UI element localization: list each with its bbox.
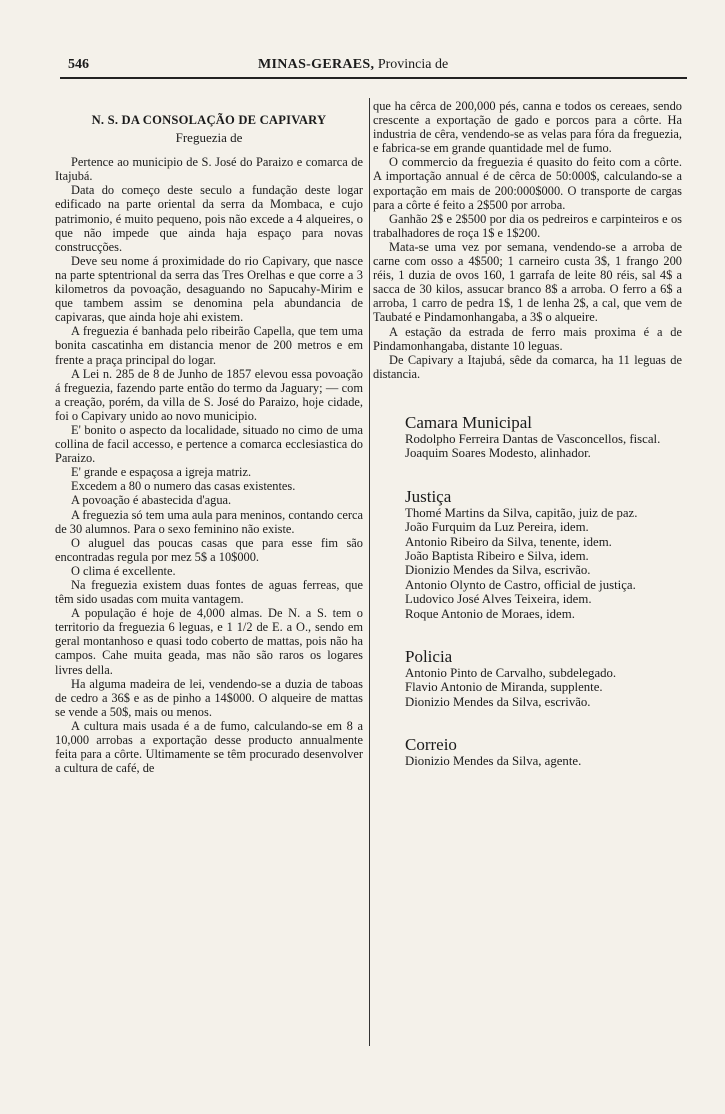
paragraph: Excedem a 80 o numero das casas existentes. (71, 479, 296, 494)
paragraph: Data do começo deste seculo a fundação deste logar edificado na parte oriental da serra da Mombaca, e cujo patrimonio, é muito pequeno, pois não excede a 4 alqueires, o que não impede que ainda haja espaço para novas construcções. (55, 183, 363, 254)
continuation-paragraph: que ha cêrca de 200,000 pés, canna e todos os cereaes, sendo crescente a exportação de gado e porcos para a côrte. Ha industria de cêra, vendendo-se as velas para fóra da freguezia, e fabrica-se em grande quantidade mel de fumo. (373, 99, 682, 156)
running-title-rest: Provincia de (377, 57, 449, 72)
paragraph: Mata-se uma vez por semana, vendendo-se a arroba de carne com osso a 4$500; 1 carneiro custa 3$, 1 frango 200 réis, 1 duzia de ovos 160, 1 garrafa de leite 80 réis, sal 4$ a sacca de 30 kilos, assucar branco 8$ a arroba. O ferro a 6$ a arroba, 1 carro de pedra 1$, 1 de lenha 2$, a cal, que vem de Taubaté e Pindamonhangaba, a 3$ o alqueire. (373, 239, 682, 325)
parish-title: N. S. DA CONSOLAÇÃO DE CAPIVARY (91, 113, 327, 127)
paragraph: Pertence ao municipio de S. José do Paraizo e comarca de Itajubá. (55, 155, 363, 184)
list-item: Flavio Antonio de Miranda, supplente. (405, 680, 603, 695)
header-rule (60, 77, 687, 79)
section-heading-correio: Correio (405, 735, 457, 755)
paragraph: A povoação é abastecida d'agua. (71, 493, 232, 508)
section-heading-policia: Policia (405, 646, 453, 666)
right-column (373, 99, 682, 769)
list-item: Ludovico José Alves Teixeira, idem. (405, 592, 592, 607)
parish-subtitle: Freguezia de (175, 130, 243, 146)
list-item: Roque Antonio de Moraes, idem. (405, 606, 575, 621)
list-item: Rodolpho Ferreira Dantas de Vasconcellos, fiscal. (405, 431, 661, 446)
page-header (68, 57, 685, 75)
section-heading-justica: Justiça (405, 486, 452, 506)
list-item: Thomé Martins da Silva, capitão, juiz de paz. (405, 505, 638, 520)
paragraph: O commercio da freguezia é quasito do feito com a côrte. A importação annual é de cêrca de 50:000$, calculando-se a exportação em mais de 200:000$000. O transporte de cargas para a côrte é feito a 2$500 por arroba. (373, 155, 682, 212)
list-item: Antonio Olynto de Castro, official de justiça. (405, 577, 636, 592)
paragraph: E' grande e espaçosa a igreja matriz. (71, 465, 252, 480)
list-item: Joaquim Soares Modesto, alinhador. (405, 446, 591, 461)
paragraph: A freguezia só tem uma aula para meninos, contando cerca de 30 alumnos. Para o sexo feminino não existe. (55, 507, 363, 536)
paragraph: A freguezia é banhada pelo ribeirão Capella, que tem uma bonita cascatinha em distancia menor de 200 metros e em frente a praça principal do logar. (55, 324, 363, 367)
running-title (258, 57, 448, 73)
list-item: Antonio Pinto de Carvalho, subdelegado. (405, 665, 617, 680)
list-item: Dionizio Mendes da Silva, escrivão. (405, 694, 591, 709)
paragraph: Ha alguma madeira de lei, vendendo-se a duzia de taboas de cedro a 36$ e as de pinho a 14$000. O alqueire de mattas se vende a 50$, mais ou menos. (55, 676, 363, 719)
paragraph: A cultura mais usada é a de fumo, calculando-se em 8 a 10,000 arrobas a exportação desse producto annualmente feita para a côrte. Ultimamente se têm procurado desenvolver a cultura de café, de (55, 718, 363, 776)
paragraph: O aluguel das poucas casas que para esse fim são encontradas regula por mez 5$ a 10$000. (55, 535, 363, 564)
paragraph: O clima é excellente. (71, 563, 176, 578)
list-item: Antonio Ribeiro da Silva, tenente, idem. (405, 534, 612, 549)
list-item: João Furquim da Luz Pereira, idem. (405, 520, 589, 535)
paragraph: Ganhão 2$ e 2$500 por dia os pedreiros e carpinteiros e os trabalhadores de roça 1$ e 1$200. (373, 211, 682, 240)
column-divider (369, 98, 370, 1046)
list-item: Dionizio Mendes da Silva, escrivão. (405, 563, 591, 578)
paragraph: A estação da estrada de ferro mais proxima é a de Pindamonhangaba, distante 10 leguas. (373, 324, 682, 353)
paragraph: A Lei n. 285 de 8 de Junho de 1857 elevou essa povoação á freguezia, fazendo parte então do termo da Jaguary; — com a creação, porém, da villa de S. José do Paraizo, hoje cidade, foi o Capivary unido ao novo municipio. (55, 366, 363, 423)
page-number: 546 (68, 57, 89, 72)
section-heading-camara-municipal: Camara Municipal (405, 412, 532, 432)
paragraph: E' bonito o aspecto da localidade, situado no cimo de uma collina de facil accesso, e pertence a comarca ecclesiastica do Paraizo. (55, 422, 363, 466)
list-item: João Baptista Ribeiro e Silva, idem. (405, 548, 589, 563)
left-column (55, 99, 363, 775)
paragraph: Na freguezia existem duas fontes de aguas ferreas, que têm sido usadas com muita vantagem. (55, 578, 363, 607)
paragraph: De Capivary a Itajubá, sêde da comarca, ha 11 leguas de distancia. (373, 352, 682, 381)
running-title-bold: MINAS-GERAES, (258, 57, 375, 72)
list-item: Dionizio Mendes da Silva, agente. (405, 754, 582, 769)
paragraph: A população é hoje de 4,000 almas. De N. a S. tem o territorio da freguezia 6 leguas, e 1 1/2 de E. a O., sendo em geral montanhoso e quasi todo coberto de mattas, pois não ha campos. Cahe muita geada, mas não são raros os logares livres della. (55, 606, 363, 677)
paragraph: Deve seu nome á proximidade do rio Capivary, que nasce na parte sptentrional da serra das Tres Orelhas e que corre a 3 kilometros da povoação, desaguando no Sapucahy-Mirim e que tambem assim se denomina pela abundancia de capivaras, que ainda hoje ahi existem. (55, 253, 363, 325)
